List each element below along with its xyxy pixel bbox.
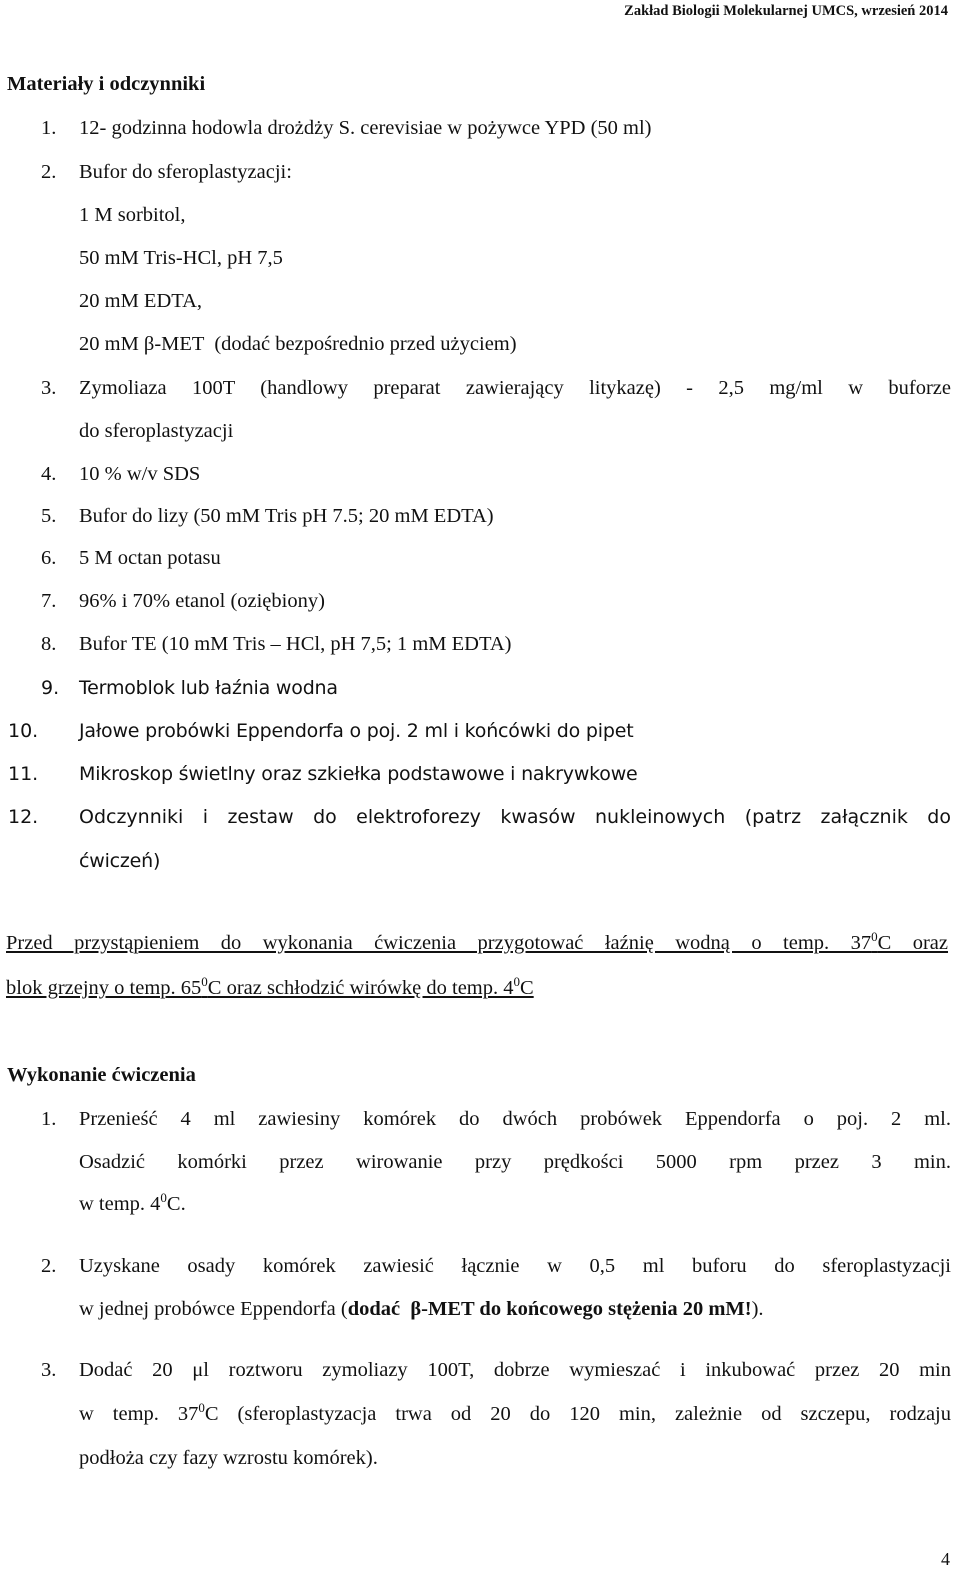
material-item: Zymoliaza 100T (handlowy preparat zawierający litykazę) - 2,5 mg/ml w buforze [79, 377, 951, 399]
materials-heading: Materiały i odczynniki [7, 73, 206, 95]
material-item-continuation: ćwiczeń) [79, 850, 161, 872]
step-number: 1. [41, 1108, 57, 1130]
material-item-continuation: do sferoplastyzacji [79, 420, 234, 442]
procedure-heading: Wykonanie ćwiczenia [7, 1064, 196, 1086]
preparation-note-line-2: blok grzejny o temp. $65^0C$ oraz schłodzić wirówkę do temp. $4^0C$ [6, 974, 534, 999]
material-item: Odczynniki i zestaw do elektroforezy kwasów nukleinowych (patrz załącznik do [79, 806, 951, 828]
item-number: 3. [41, 377, 57, 399]
material-subitem: 50 mM Tris-HCl, pH 7,5 [79, 247, 283, 269]
step-number: 3. [41, 1359, 57, 1381]
step-2-line-1: Uzyskane osady komórek zawiesić łącznie w 0,5 ml buforu do sferoplastyzacji [79, 1255, 951, 1277]
item-number: 8. [41, 633, 57, 655]
item-number: 4. [41, 463, 57, 485]
material-item: Bufor TE (10 mM Tris – HCl, pH 7,5; 1 mM EDTA) [79, 633, 512, 655]
item-number: 9. [41, 677, 60, 699]
page-number: 4 [941, 1549, 950, 1569]
item-number: 2. [41, 161, 57, 183]
material-subitem: 20 mM EDTA, [79, 290, 203, 312]
material-item: 96% i 70% etanol (oziębiony) [79, 590, 325, 612]
step-2-line-2: w jednej probówce Eppendorfa (dodać β-MET do końcowego stężenia 20 mM!). [79, 1298, 764, 1320]
step-1-line-3: w temp. $4^0C$. [79, 1190, 186, 1215]
step-3-line-3: podłoża czy fazy wzrostu komórek). [79, 1447, 378, 1469]
item-number: 5. [41, 505, 57, 527]
item-number: 6. [41, 547, 57, 569]
material-item: 10 % w/v SDS [79, 463, 201, 485]
material-item: Jałowe probówki Eppendorfa o poj. 2 ml i końcówki do pipet [79, 720, 634, 742]
material-item: Bufor do lizy (50 mM Tris pH 7.5; 20 mM EDTA) [79, 505, 494, 527]
material-item: 5 M octan potasu [79, 547, 221, 569]
item-number: 12. [8, 806, 39, 828]
material-item: Termoblok lub łaźnia wodna [79, 677, 338, 699]
item-number: 11. [8, 763, 39, 785]
page-header: Zakład Biologii Molekularnej UMCS, wrzesień 2014 [624, 3, 948, 19]
step-1-line-1: Przenieść 4 ml zawiesiny komórek do dwóch probówek Eppendorfa o poj. 2 ml. [79, 1108, 951, 1130]
material-subitem: 20 mM β-MET (dodać bezpośrednio przed użyciem) [79, 333, 517, 355]
step-2-emphasis: dodać β-MET do końcowego stężenia 20 mM! [347, 1298, 752, 1320]
step-1-line-2: Osadzić komórki przez wirowanie przy prędkości 5000 rpm przez 3 min. [79, 1151, 951, 1173]
material-item: Mikroskop świetlny oraz szkiełka podstawowe i nakrywkowe [79, 763, 638, 785]
preparation-note-line-1: Przed przystąpieniem do wykonania ćwiczenia przygotować łaźnię wodną o temp. $37^0C$ oraz [6, 929, 949, 954]
material-subitem: 1 M sorbitol, [79, 204, 186, 226]
step-3-line-1: Dodać 20 μl roztworu zymoliazy 100T, dobrze wymieszać i inkubować przez 20 min [79, 1359, 951, 1381]
material-item: 12- godzinna hodowla drożdży S. cerevisiae w pożywce YPD (50 ml) [79, 117, 652, 139]
item-number: 10. [8, 720, 39, 742]
step-3-line-2: w temp. $37^0C$ (sferoplastyzacja trwa od 20 do 120 min, zależnie od szczepu, rodzaju [79, 1400, 952, 1425]
item-number: 1. [41, 117, 57, 139]
item-number: 7. [41, 590, 57, 612]
material-item: Bufor do sferoplastyzacji: [79, 161, 292, 183]
step-number: 2. [41, 1255, 57, 1277]
